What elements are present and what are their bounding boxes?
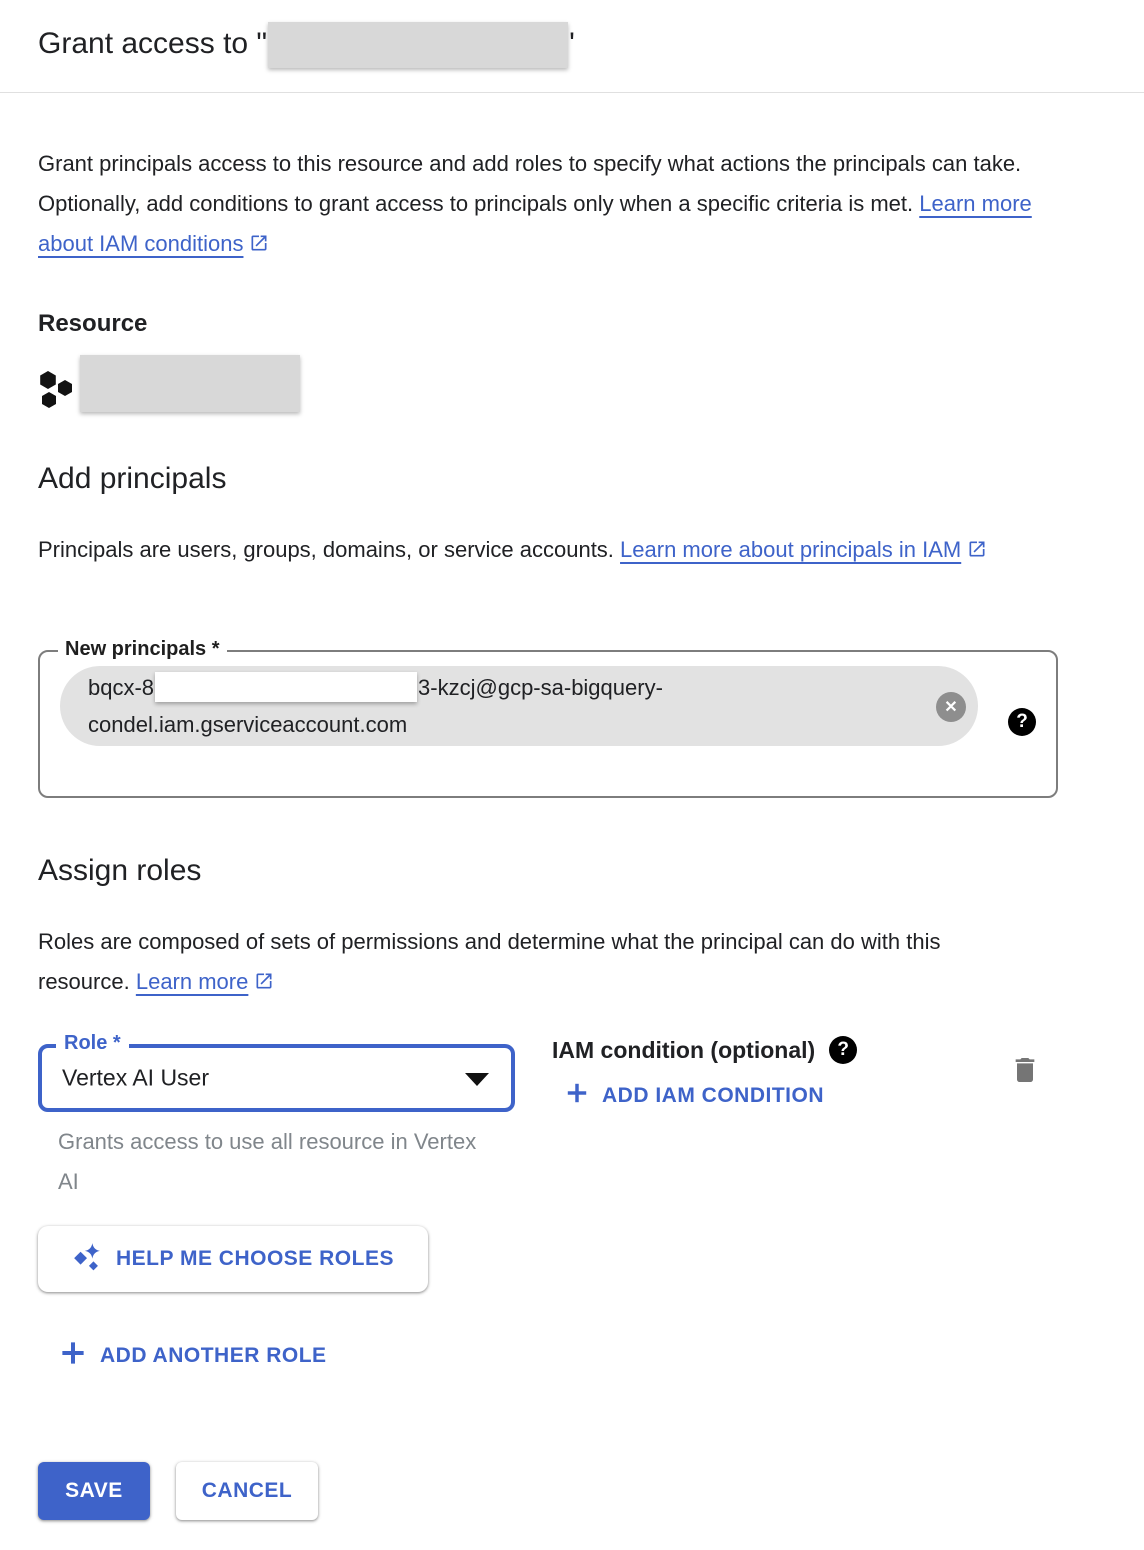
add-principals-heading: Add principals	[38, 462, 227, 495]
principals-help-icon[interactable]	[1008, 708, 1036, 736]
dropdown-arrow-icon	[465, 1073, 489, 1086]
principal-redacted-segment	[155, 672, 417, 702]
principal-email-middle: 3-kzcj@gcp-sa-bigquery-	[418, 675, 663, 700]
principals-iam-link[interactable]	[620, 537, 987, 562]
delete-role-icon[interactable]	[1008, 1054, 1042, 1088]
sparkle-icon	[72, 1241, 102, 1277]
title-redacted-resource-name	[268, 22, 568, 68]
roles-description	[38, 922, 1038, 1002]
iam-condition-help-icon[interactable]	[829, 1036, 857, 1064]
principal-email-prefix: bqcx-8	[88, 675, 155, 700]
help-me-choose-roles-label: HELP ME CHOOSE ROLES	[116, 1247, 394, 1270]
external-link-icon	[967, 532, 987, 552]
principal-chip	[60, 666, 978, 746]
save-button[interactable]: SAVE	[38, 1462, 150, 1520]
intro-text: Grant principals access to this resource and add roles to specify what actions the principals can take. Optionally, add conditions to grant access to principals only when a specific criteria is met.	[38, 151, 1022, 216]
role-select-label: Role *	[56, 1032, 129, 1055]
principal-chip-line1	[88, 669, 918, 706]
help-me-choose-roles-button[interactable]	[38, 1226, 428, 1292]
plus-icon	[58, 1338, 88, 1374]
principals-iam-link-label: Learn more about principals in IAM	[620, 537, 962, 562]
page-title	[38, 22, 575, 68]
role-helper-text: Grants access to use all resource in Vertex AI	[58, 1129, 477, 1194]
resource-heading: Resource	[38, 310, 148, 337]
add-another-role-label: ADD ANOTHER ROLE	[100, 1344, 327, 1367]
add-another-role-button[interactable]	[58, 1338, 327, 1374]
add-iam-condition-button[interactable]	[564, 1080, 824, 1112]
role-select-value: Vertex AI User	[62, 1064, 210, 1091]
help-glyph: ?	[837, 1039, 849, 1060]
resource-redacted-name	[80, 355, 300, 412]
external-link-icon	[249, 226, 269, 246]
page-title-prefix: Grant access to "	[38, 26, 268, 60]
iam-conditions-link-label: Learn more about IAM conditions	[38, 191, 1032, 256]
iam-condition-row	[552, 1036, 857, 1064]
roles-learn-more-link[interactable]	[136, 969, 275, 994]
resource-hexagons-icon	[39, 366, 75, 415]
add-iam-condition-label: ADD IAM CONDITION	[602, 1084, 824, 1107]
role-select[interactable]	[38, 1032, 515, 1112]
header-divider	[0, 92, 1144, 93]
roles-description-text: Roles are composed of sets of permissions and determine what the principal can do with this resource.	[38, 929, 941, 994]
principals-description-text: Principals are users, groups, domains, or service accounts.	[38, 537, 614, 562]
new-principals-field[interactable]	[38, 638, 1058, 798]
intro-paragraph	[38, 144, 1038, 264]
remove-glyph: ✕	[944, 699, 958, 716]
assign-roles-heading: Assign roles	[38, 854, 202, 887]
principal-chip-line2: condel.iam.gserviceaccount.com	[88, 712, 408, 737]
external-link-icon	[254, 964, 274, 984]
cancel-button[interactable]: CANCEL	[176, 1462, 318, 1520]
page-title-suffix: '	[569, 26, 575, 60]
principals-description	[38, 530, 1038, 570]
new-principals-label: New principals *	[58, 638, 227, 661]
plus-icon	[564, 1080, 590, 1112]
roles-learn-more-label: Learn more	[135, 969, 249, 994]
help-glyph: ?	[1016, 711, 1028, 732]
remove-principal-icon[interactable]	[936, 692, 966, 722]
iam-condition-label: IAM condition (optional)	[552, 1036, 816, 1063]
